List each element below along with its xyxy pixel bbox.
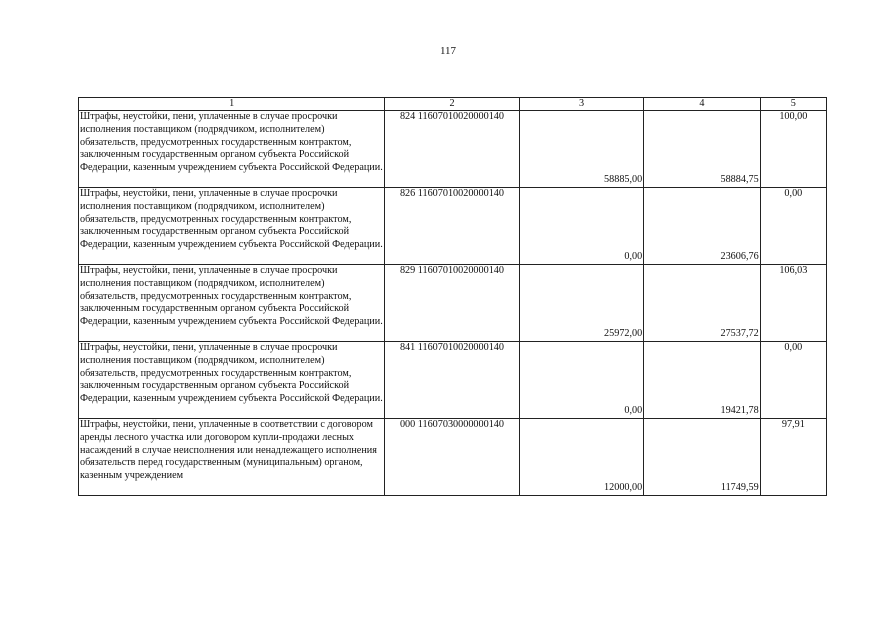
table-row [79,342,827,419]
table-row [79,188,827,265]
percent-cell: 106,03 [760,265,826,342]
column-header-2: 2 [385,98,520,111]
actual-amount-cell: 19421,78 [644,342,760,419]
percent-cell: 97,91 [760,419,826,496]
plan-amount-cell: 0,00 [519,342,643,419]
revenue-name-cell: Штрафы, неустойки, пени, уплаченные в случае просрочки исполнения поставщиком (подрядчиком, исполнителем) обязательств, предусмотренных государственным контрактом, заключенным государственным органом субъекта Российской Федерации, казенным учреждением субъекта Российской Федерации. [79,188,385,265]
actual-amount-cell: 58884,75 [644,111,760,188]
percent-cell: 0,00 [760,342,826,419]
revenue-name-cell: Штрафы, неустойки, пени, уплаченные в случае просрочки исполнения поставщиком (подрядчиком, исполнителем) обязательств, предусмотренных государственным контрактом, заключенным государственным органом субъекта Российской Федерации, казенным учреждением субъекта Российской Федерации. [79,111,385,188]
table-row [79,265,827,342]
percent-cell: 100,00 [760,111,826,188]
table-row [79,111,827,188]
actual-amount-cell: 27537,72 [644,265,760,342]
table-row [79,419,827,496]
column-header-3: 3 [519,98,643,111]
budget-code-cell: 824 11607010020000140 [385,111,520,188]
revenue-name-cell: Штрафы, неустойки, пени, уплаченные в соответствии с договором аренды лесного участка или договором купли-продажи лесных насаждений в случае неисполнения или ненадлежащего исполнения обязательств перед государственным (муниципальным) органом, казенным учреждением [79,419,385,496]
plan-amount-cell: 12000,00 [519,419,643,496]
plan-amount-cell: 25972,00 [519,265,643,342]
page-number: 117 [439,45,457,57]
revenue-name-cell: Штрафы, неустойки, пени, уплаченные в случае просрочки исполнения поставщиком (подрядчиком, исполнителем) обязательств, предусмотренных государственным контрактом, заключенным государственным органом субъекта Российской Федерации, казенным учреждением субъекта Российской Федерации. [79,265,385,342]
column-header-1: 1 [79,98,385,111]
revenue-name-cell: Штрафы, неустойки, пени, уплаченные в случае просрочки исполнения поставщиком (подрядчиком, исполнителем) обязательств, предусмотренных государственным контрактом, заключенным государственным органом субъекта Российской Федерации, казенным учреждением субъекта Российской Федерации. [79,342,385,419]
report-table [78,97,827,496]
budget-code-cell: 841 11607010020000140 [385,342,520,419]
table-header-row [79,98,827,111]
actual-amount-cell: 23606,76 [644,188,760,265]
budget-code-cell: 000 11607030000000140 [385,419,520,496]
percent-cell: 0,00 [760,188,826,265]
plan-amount-cell: 0,00 [519,188,643,265]
budget-code-cell: 826 11607010020000140 [385,188,520,265]
actual-amount-cell: 11749,59 [644,419,760,496]
column-header-4: 4 [644,98,760,111]
plan-amount-cell: 58885,00 [519,111,643,188]
budget-code-cell: 829 11607010020000140 [385,265,520,342]
column-header-5: 5 [760,98,826,111]
